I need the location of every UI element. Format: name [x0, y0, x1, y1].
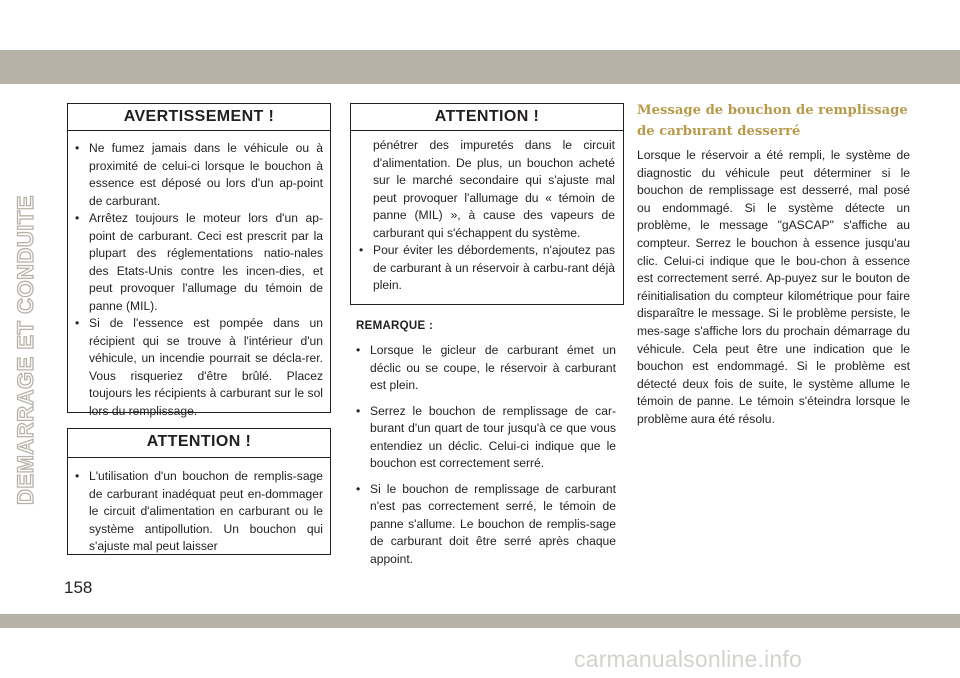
- attention-box-1-title: ATTENTION !: [68, 429, 330, 458]
- remarque-list: [356, 342, 616, 576]
- footer-watermark: carmanualsonline.info: [574, 646, 802, 672]
- warning-box-title: AVERTISSEMENT !: [68, 104, 330, 131]
- attention-1-list: [68, 458, 330, 556]
- section-body: Lorsque le réservoir a été rempli, le système de diagnostic du véhicule peut déterminer si le bouchon de remplissage est desserré, mal posé ou endommagé. Si le système détecte un problème, le message "gASCAP" s'affiche au compteur. Serrez le bouchon à essence jusqu'au clic. Celui-ci indique que le bou-chon à essence est correctement serré. Ap-puyez sur le bouton de réinitialisation du compteur kilométrique pour faire disparaître le message. Si le problème persiste, le mes-sage s'affiche lors du prochain démarrage du véhicule. Cela peut être une indication que le bouchon est endommagé. Si le problème est détecté deux fois de suite, le système allume le témoin de panne. Le témoin s'éteindra lorsque le problème aura été résolu.: [637, 148, 910, 426]
- section-side-tab: DEMARRAGE ET CONDUITE: [13, 195, 38, 505]
- page-number: 158: [64, 578, 93, 597]
- list-item: • Pour éviter les débordements, n'ajoutez pas de carburant à un réservoir à carbu-rant déjà plein.: [359, 242, 615, 295]
- attention-box-1: [67, 428, 331, 555]
- list-item: • Arrêtez toujours le moteur lors d'un ap-point de carburant. Ceci est prescrit par la plupart des réglementations natio-nales des Etats-Unis contre les incen-dies, et peut provoquer l'allumage du témoin de panne (MIL).: [75, 210, 323, 315]
- list-item: • L'utilisation d'un bouchon de remplis-sage de carburant inadéquat peut en-dommager le circuit d'alimentation en carburant ou le système antipollution. Un bouchon qui s'ajuste mal peut laisser: [75, 468, 323, 556]
- warning-list: [68, 131, 330, 420]
- section-heading: Message de bouchon de remplissage de carburant desserré: [637, 103, 908, 139]
- list-item: • Ne fumez jamais dans le véhicule ou à proximité de celui-ci lorsque le bouchon à essence est déposé ou lors d'un ap-point de carburant.: [75, 140, 323, 210]
- list-item: • Si de l'essence est pompée dans un récipient qui se trouve à l'intérieur d'un véhicule, un incendie pourrait se décla-rer. Vous risqueriez d'être brûlé. Placez toujours les récipients à carburant sur le sol lors du remplissage.: [75, 315, 323, 420]
- attention-box-2: [350, 103, 624, 305]
- footer-band: [0, 614, 960, 628]
- attention-2-list: [359, 242, 615, 295]
- list-item: • Si le bouchon de remplissage de carburant n'est pas correctement serré, le témoin de panne s'allume. Le bouchon de remplis-sage de carburant doit être serré après chaque appoint.: [356, 481, 616, 569]
- header-band: [0, 50, 960, 84]
- attention-2-continuation: pénétrer des impuretés dans le circuit d'alimentation. De plus, un bouchon acheté sur le marché secondaire qui s'ajuste mal peut provoquer l'allumage du « témoin de panne (MIL) », à cause des vapeurs de carburant qui s'échappent du système.: [373, 138, 615, 240]
- attention-box-2-title: ATTENTION !: [351, 104, 623, 131]
- list-item: • Lorsque le gicleur de carburant émet un déclic ou se coupe, le réservoir à carburant est plein.: [356, 342, 616, 395]
- remarque-label: REMARQUE :: [356, 320, 434, 332]
- list-item: • Serrez le bouchon de remplissage de car-burant d'un quart de tour jusqu'à ce que vous entendiez un déclic. Celui-ci indique que le bouchon est correctement serré.: [356, 403, 616, 473]
- warning-box: [67, 103, 331, 418]
